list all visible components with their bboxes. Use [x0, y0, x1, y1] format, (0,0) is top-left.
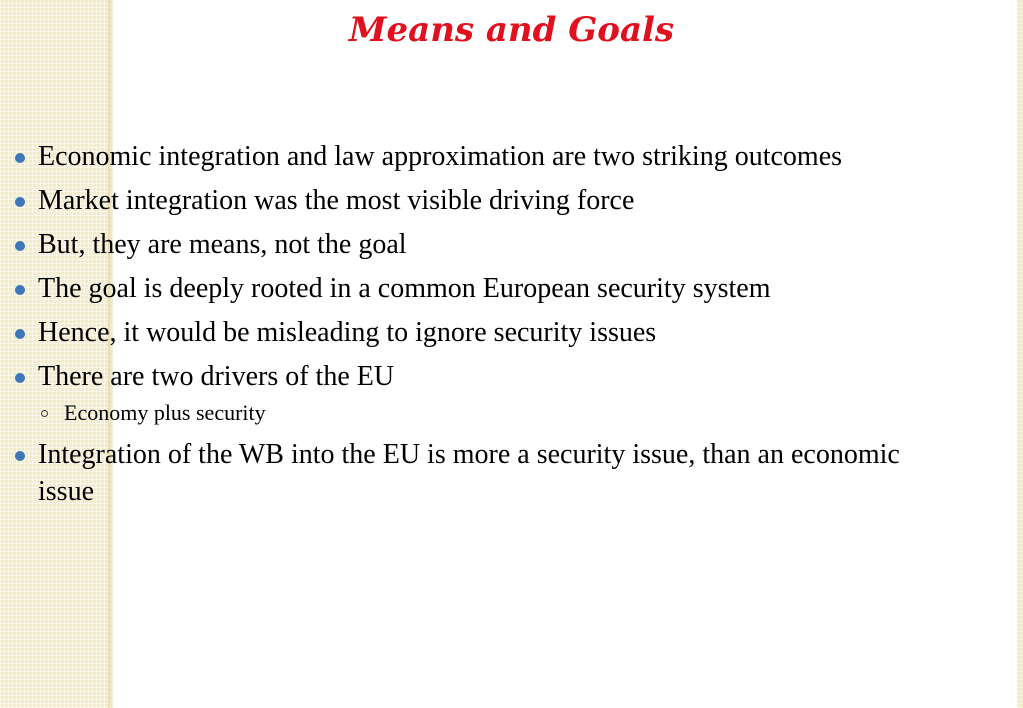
bullet-item — [14, 314, 914, 351]
bullet-dot-icon — [15, 451, 25, 461]
bullet-list — [14, 138, 914, 510]
bullet-item — [14, 182, 914, 219]
bullet-text: There are two drivers of the EU — [38, 361, 395, 392]
bullet-text: Integration of the WB into the EU is more a security issue, than an economic issue — [38, 439, 900, 507]
sub-bullet-text: Economy plus security — [64, 400, 266, 425]
slide-content — [14, 138, 914, 517]
bullet-dot-icon — [15, 285, 25, 295]
bullet-text: Market integration was the most visible driving force — [38, 185, 635, 216]
bullet-dot-icon — [15, 153, 25, 163]
bullet-dot-icon — [15, 241, 25, 251]
sub-bullet-item — [14, 398, 914, 428]
bullet-dot-icon — [15, 197, 25, 207]
hollow-circle-bullet-icon — [41, 410, 48, 417]
bullet-item — [14, 270, 914, 307]
bullet-text: But, they are means, not the goal — [38, 229, 407, 260]
bullet-item — [14, 138, 914, 175]
bullet-text: Hence, it would be misleading to ignore security issues — [38, 317, 657, 348]
bullet-item — [14, 436, 914, 510]
bullet-dot-icon — [15, 329, 25, 339]
slide-title: Means and Goals — [348, 10, 675, 50]
bullet-text: Economic integration and law approximation are two striking outcomes — [38, 141, 843, 172]
bullet-dot-icon — [15, 373, 25, 383]
bullet-text: The goal is deeply rooted in a common European security system — [38, 273, 771, 304]
bullet-item — [14, 358, 914, 395]
right-decorative-edge — [1017, 0, 1023, 708]
bullet-item — [14, 226, 914, 263]
